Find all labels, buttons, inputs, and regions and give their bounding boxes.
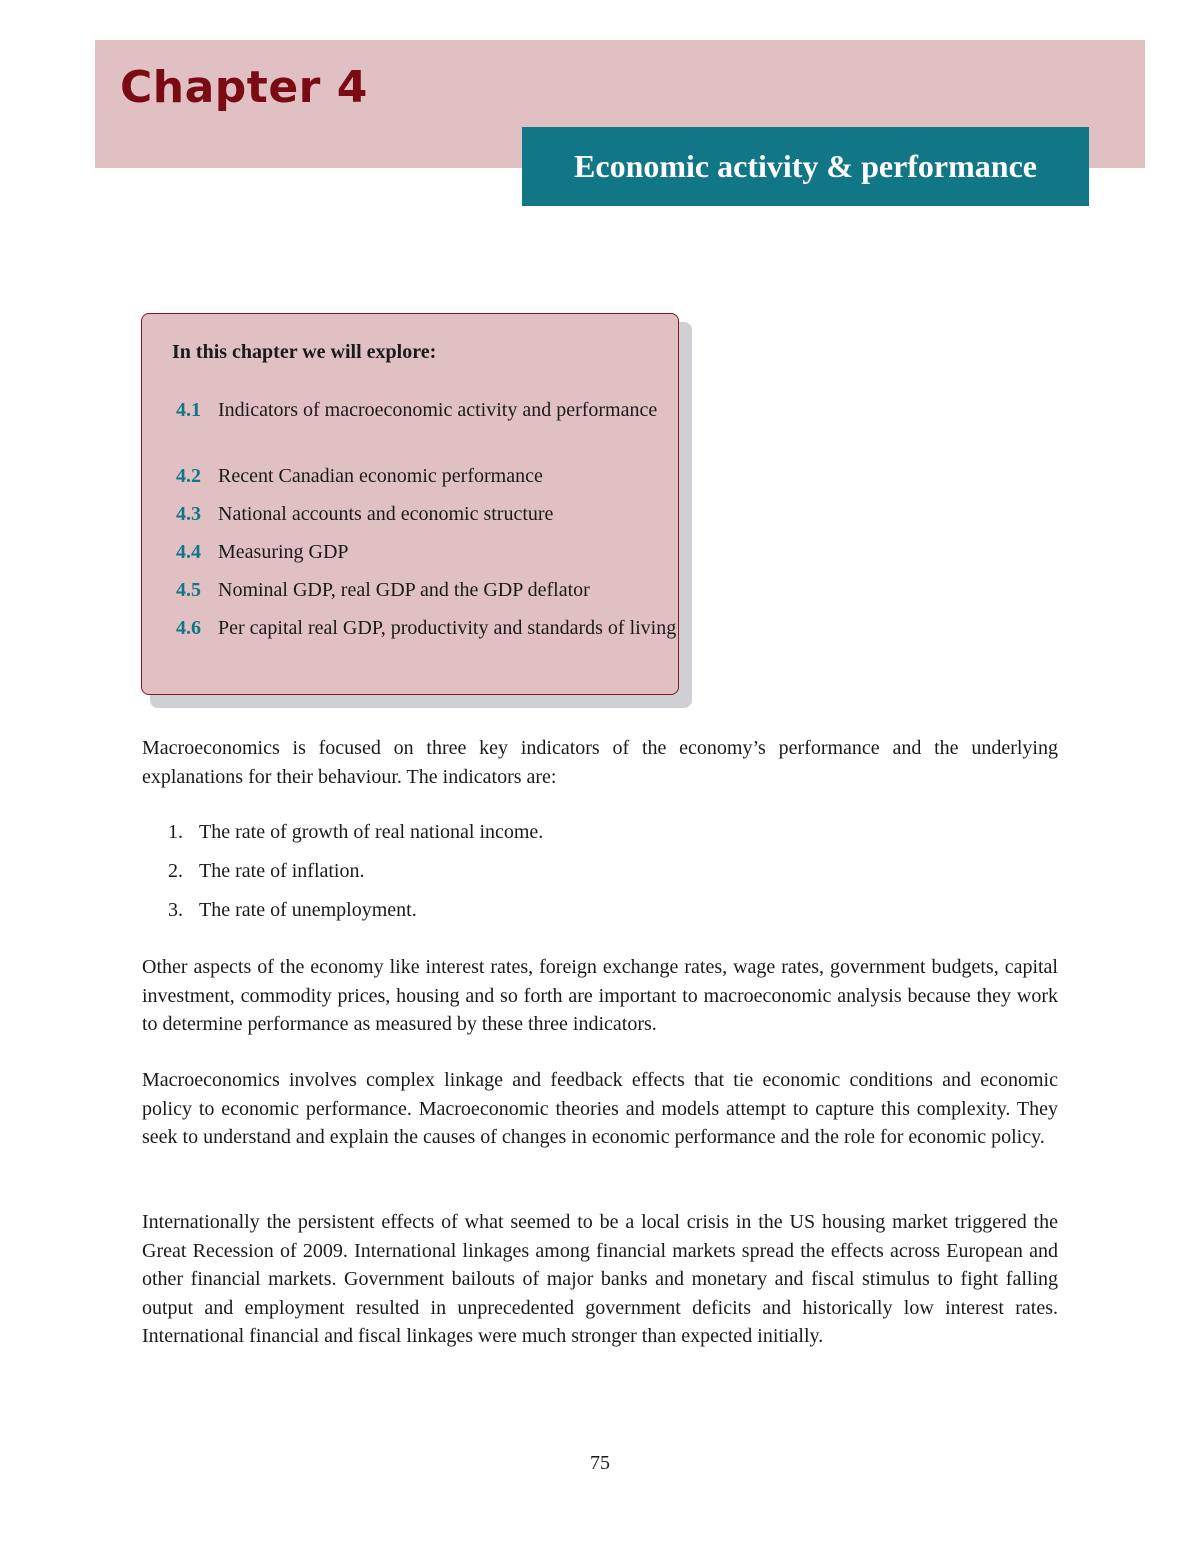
indicator-text: The rate of growth of real national income. xyxy=(199,821,544,843)
indicator-text: The rate of unemployment. xyxy=(199,899,417,921)
toc-number: 4.1 xyxy=(176,399,201,421)
toc-item-4-3[interactable] xyxy=(176,500,694,528)
indicator-item-2 xyxy=(168,857,365,885)
indicator-number: 2. xyxy=(168,860,183,882)
paragraph-other-aspects: Other aspects of the economy like interest rates, foreign exchange rates, wage rates, government budgets, capital investment, commodity prices, housing and so forth are important to macroeconomic analysis because they work to determine performance as measured by these three indicators. xyxy=(142,956,1058,1035)
paragraph-linkages: Macroeconomics involves complex linkage and feedback effects that tie economic conditions and economic policy to economic performance. Macroeconomic theories and models attempt to capture this complexity. They seek to understand and explain the causes of changes in economic performance and the role for economic policy. xyxy=(142,1069,1058,1148)
toc-item-4-2[interactable] xyxy=(176,462,694,490)
toc-item-4-5[interactable] xyxy=(176,576,694,604)
toc-number: 4.3 xyxy=(176,503,201,525)
toc-number: 4.6 xyxy=(176,617,201,639)
indicator-number: 3. xyxy=(168,899,183,921)
toc-text: Per capital real GDP, productivity and standards of living xyxy=(218,617,677,639)
toc-text: Nominal GDP, real GDP and the GDP deflator xyxy=(218,579,590,601)
indicator-item-1 xyxy=(168,818,543,846)
toc-number: 4.5 xyxy=(176,579,201,601)
toc-text: National accounts and economic structure xyxy=(218,503,554,525)
toc-item-4-6[interactable] xyxy=(176,614,694,642)
toc-item-4-1[interactable] xyxy=(176,396,694,424)
toc-number: 4.2 xyxy=(176,465,201,487)
intro-paragraph: Macroeconomics is focused on three key indicators of the economy’s performance and the underlying explanations for their behaviour. The indicators are: xyxy=(142,737,1058,788)
chapter-title-box xyxy=(522,127,1089,206)
indicator-item-3 xyxy=(168,896,417,924)
paragraph-international: Internationally the persistent effects of what seemed to be a local crisis in the US housing market triggered the Great Recession of 2009. International linkages among financial markets spread the effects across European and other financial markets. Government bailouts of major banks and monetary and fiscal stimulus to fight falling output and employment resulted in unprecedented government deficits and historically low interest rates. International financial and fiscal linkages were much stronger than expected initially. xyxy=(142,1211,1058,1347)
chapter-label: Chapter 4 xyxy=(120,62,368,113)
page-number: 75 xyxy=(590,1452,610,1474)
toc-text: Recent Canadian economic performance xyxy=(218,465,543,487)
toc-number: 4.4 xyxy=(176,541,201,563)
indicator-text: The rate of inflation. xyxy=(199,860,365,882)
explore-heading: In this chapter we will explore: xyxy=(172,341,437,363)
toc-item-4-4[interactable] xyxy=(176,538,694,566)
chapter-title: Economic activity & performance xyxy=(574,148,1037,184)
toc-text: Measuring GDP xyxy=(218,541,349,563)
indicator-number: 1. xyxy=(168,821,183,843)
toc-text: Indicators of macroeconomic activity and performance xyxy=(218,399,658,421)
